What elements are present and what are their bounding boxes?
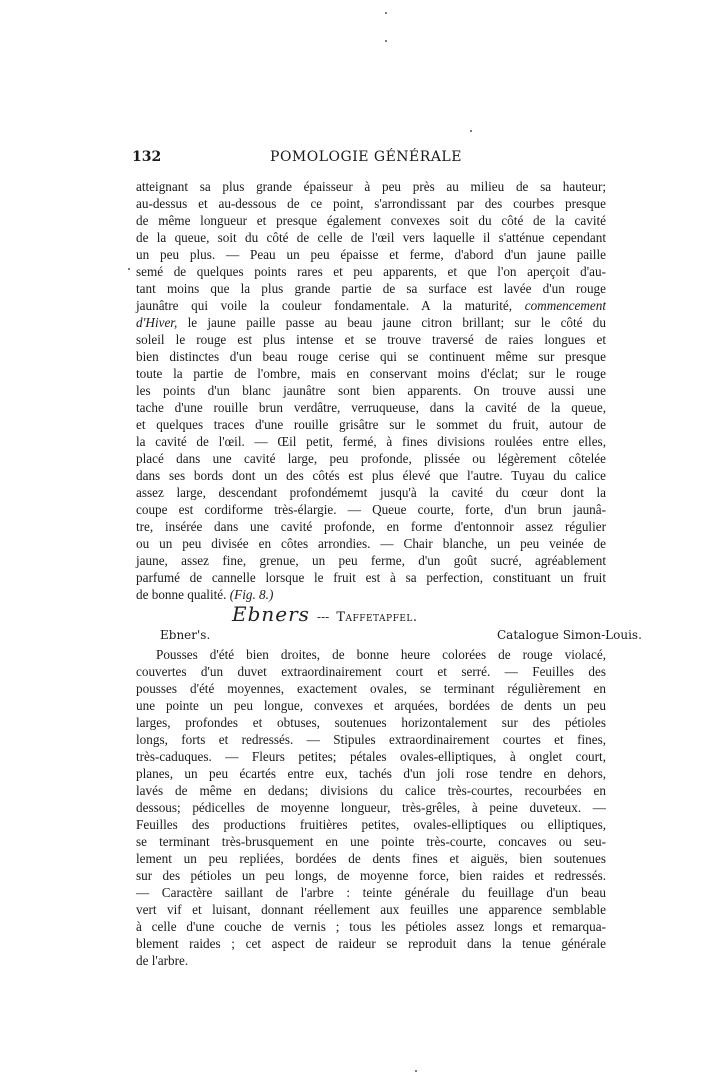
italic-season: commencement [524, 298, 607, 313]
description-paragraph-1 [136, 178, 606, 603]
synonym-left: Ebner's. [160, 628, 211, 642]
text-line: à celle d'une couche de vernis ; tous les pétioles assez longs et remarqua- [136, 919, 606, 934]
text-segment: jaunâtre qui voile la couleur fondamentale. A la maturité, [136, 298, 513, 313]
scan-speck [470, 130, 472, 132]
text-line: atteignant sa plus grande épaisseur à peu près au milieu de sa hauteur; [136, 179, 606, 194]
text-line: la cavité de l'œil. — Œil petit, fermé, à fines divisions roulées entre elles, [136, 434, 606, 449]
page-number: 132 [132, 149, 162, 165]
page-header [132, 149, 600, 169]
text-line [136, 314, 606, 331]
text-line: tre, insérée dans une cavité profonde, en forme d'entonnoir assez régulier [136, 519, 606, 534]
scan-speck [385, 12, 387, 14]
running-title: POMOLOGIE GÉNÉRALE [270, 149, 462, 165]
text-line: larges, profondes et obtuses, soutenues horizontalement sur des pétioles [136, 715, 606, 730]
scan-speck [128, 268, 130, 270]
synonym-right: Catalogue Simon-Louis. [497, 628, 642, 642]
text-line: Pousses d'été bien droites, de bonne heure colorées de rouge violacé, [156, 647, 606, 662]
text-line: dessous; pédicelles de moyenne longueur, très-grêles, à peine duveteux. — [136, 800, 606, 815]
text-line: semé de quelques points rares et peu apparents, et que l'on aperçoit d'au- [136, 264, 606, 279]
text-line: au-dessus et au-dessous de ce point, s'arrondissant par des courbes presque [136, 196, 606, 211]
text-line: placé dans une cavité large, peu profonde, plissée ou légèrement côtelée [136, 451, 606, 466]
text-line: tant moins que la plus grande partie de sa surface est lavée d'un rouge [136, 281, 606, 296]
text-line: se terminant très-brusquement en une pointe très-courte, concaves ou seu- [136, 834, 606, 849]
handwritten-annotation: Ebners [232, 602, 310, 626]
scan-speck [385, 40, 387, 42]
figure-reference: (Fig. 8.) [229, 587, 274, 602]
text-line: un peu plus. — Peau un peu épaisse et ferme, d'abord d'un jaune paille [136, 247, 606, 262]
heading-separator: --- [317, 610, 330, 624]
text-segment: le jaune paille passe au beau jaune citron brillant; sur le côté du [187, 315, 606, 330]
text-line: tache d'une rouille brun verdâtre, verruqueuse, dans la cavité de la queue, [136, 400, 606, 415]
variety-heading [232, 602, 418, 626]
text-line: de la queue, soit du côté de celle de l'œil vers laquelle il s'atténue cependant [136, 230, 606, 245]
text-line: toute la partie de l'ombre, mais en conservant moins d'éclat; sur le rouge [136, 366, 606, 381]
scan-speck [415, 1070, 417, 1072]
text-line: et quelques traces d'une rouille grisâtre sur le sommet du fruit, autour de [136, 417, 606, 432]
text-line: de l'arbre. [136, 953, 189, 968]
text-line: les points d'un blanc jaunâtre sont bien apparents. On trouve aussi une [136, 383, 606, 398]
description-paragraph-2 [136, 646, 606, 969]
text-line: blement raides ; cet aspect de raideur se reproduit dans la tenue générale [136, 936, 606, 951]
text-line: assez large, descendant profondémemt jusqu'à la cavité du cœur dont la [136, 485, 606, 500]
text-line: — Caractère saillant de l'arbre : teinte générale du feuillage d'un beau [136, 885, 606, 900]
text-line: pousses d'été moyennes, exactement ovales, se terminant régulièrement en [136, 681, 606, 696]
text-line: jaune, assez fine, grenue, un peu ferme, d'un goût sucré, agréablement [136, 553, 606, 568]
text-line: planes, un peu écartés entre eux, tachés d'un joli rose tendre en dehors, [136, 766, 606, 781]
text-line: bien distinctes d'un beau rouge cerise qui se continuent même sur presque [136, 349, 606, 364]
text-line: une pointe un peu longue, convexes et arquées, bordées de dents un peu [136, 698, 606, 713]
text-line: lement un peu repliées, bordées de dents fines et aiguës, bien soutenues [136, 851, 606, 866]
text-line: Feuilles des productions fruitières petites, ovales-elliptiques ou elliptiques, [136, 817, 606, 832]
text-line: vert vif et luisant, donnant réellement aux feuilles une apparence semblable [136, 902, 606, 917]
text-line [136, 586, 606, 603]
text-line: longs, forts et redressés. — Stipules extraordinairement courtes et fines, [136, 732, 606, 747]
text-line: parfumé de cannelle lorsque le fruit est à sa perfection, constituant un fruit [136, 570, 606, 585]
variety-name: Taffetapfel. [336, 610, 418, 625]
text-segment: de bonne qualité. [136, 587, 227, 602]
italic-season: d'Hiver, [136, 315, 178, 330]
text-line: coupe est cordiforme très-élargie. — Queue courte, forte, d'un brun jaunâ- [136, 502, 606, 517]
text-line: couvertes d'un duvet extraordinairement court et serré. — Feuilles des [136, 664, 606, 679]
text-line: lavés de même en dedans; divisions du calice très-courtes, recourbées en [136, 783, 606, 798]
text-line: dans ses bords dont un des côtés est plus élevé que l'autre. Tuyau du calice [136, 468, 606, 483]
text-line: ou un peu divisée en côtes arrondies. — Chair blanche, un peu veinée de [136, 536, 606, 551]
text-line: de même longueur et presque également convexes soit du côté de la cavité [136, 213, 606, 228]
text-line: soleil le rouge est plus intense et se trouve traversé de raies longues et [136, 332, 606, 347]
text-line [136, 297, 606, 314]
text-line: sur des pétioles un peu longs, de moyenne force, bien raides et redressés. [136, 868, 606, 883]
text-line: très-caduques. — Fleurs petites; pétales ovales-elliptiques, à onglet court, [136, 749, 606, 764]
